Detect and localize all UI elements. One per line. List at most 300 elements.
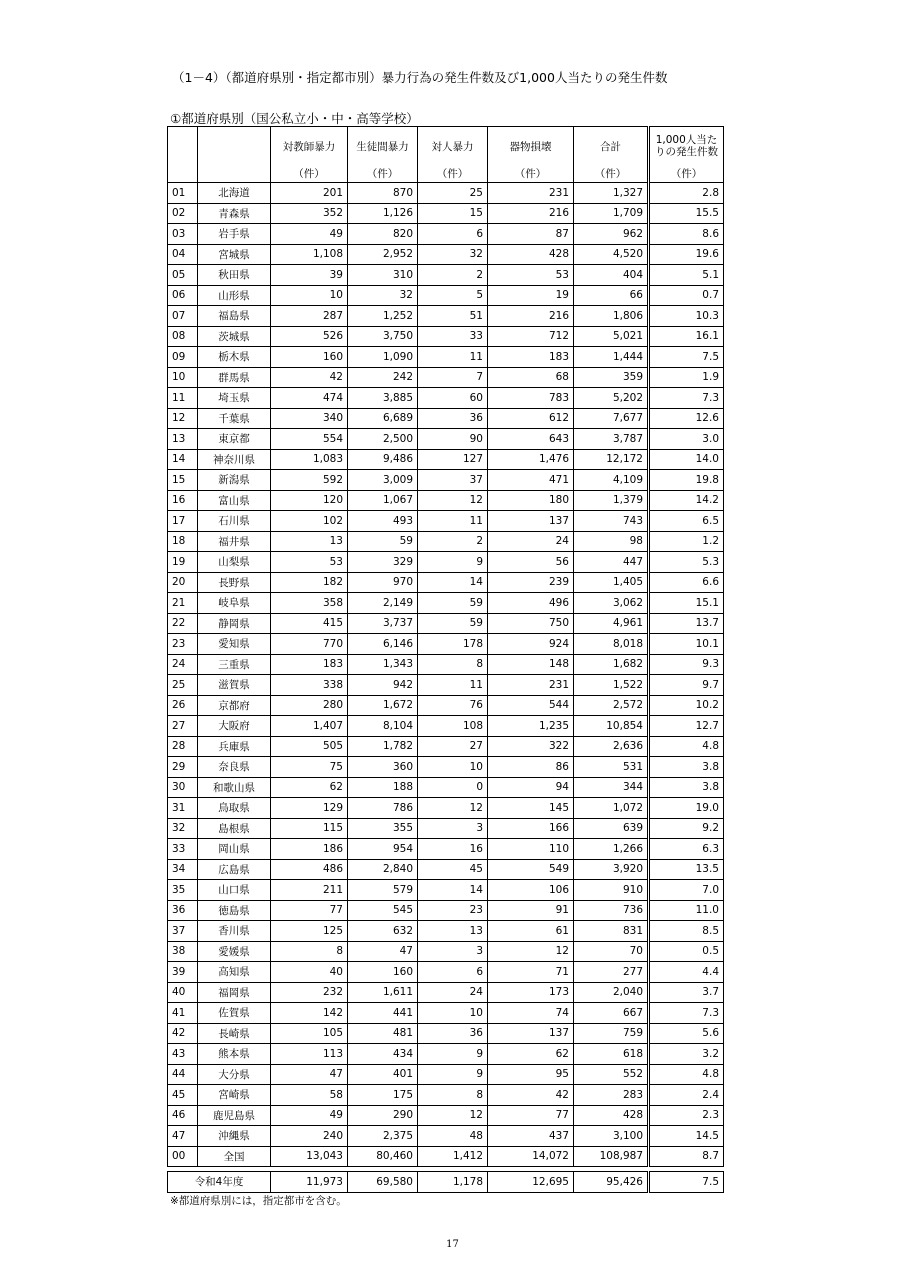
table-row [168, 490, 724, 511]
row-rate: 2.8 [649, 183, 724, 204]
row-name: 新潟県 [198, 470, 271, 491]
row-property: 166 [488, 818, 574, 839]
row-teacher: 232 [271, 982, 348, 1003]
row-property: 137 [488, 1023, 574, 1044]
row-rate: 7.5 [649, 347, 724, 368]
row-name: 静岡県 [198, 613, 271, 634]
row-rate: 7.3 [649, 388, 724, 409]
row-student: 3,885 [348, 388, 418, 409]
row-student: 1,067 [348, 490, 418, 511]
row-property: 94 [488, 777, 574, 798]
row-code: 29 [168, 757, 198, 778]
row-name: 青森県 [198, 203, 271, 224]
row-property: 145 [488, 798, 574, 819]
row-name: 千葉県 [198, 408, 271, 429]
row-student: 2,149 [348, 593, 418, 614]
row-person: 8 [418, 654, 488, 675]
row-rate: 6.3 [649, 839, 724, 860]
row-total: 618 [574, 1044, 649, 1065]
row-code: 34 [168, 859, 198, 880]
row-person: 0 [418, 777, 488, 798]
row-person: 1,412 [418, 1146, 488, 1167]
row-teacher: 58 [271, 1085, 348, 1106]
row-property: 19 [488, 285, 574, 306]
row-student: 6,146 [348, 634, 418, 655]
row-property: 86 [488, 757, 574, 778]
row-total: 4,961 [574, 613, 649, 634]
row-property: 924 [488, 634, 574, 655]
table-row [168, 798, 724, 819]
table-row [168, 572, 724, 593]
row-teacher: 340 [271, 408, 348, 429]
row-code: 07 [168, 306, 198, 327]
row-property: 14,072 [488, 1146, 574, 1167]
row-rate: 13.7 [649, 613, 724, 634]
row-name: 栃木県 [198, 347, 271, 368]
row-person: 45 [418, 859, 488, 880]
row-code: 35 [168, 880, 198, 901]
row-name: 鳥取県 [198, 798, 271, 819]
row-teacher: 183 [271, 654, 348, 675]
row-code: 21 [168, 593, 198, 614]
row-code: 28 [168, 736, 198, 757]
previous-year-row [168, 1172, 724, 1193]
row-code: 09 [168, 347, 198, 368]
row-student: 2,952 [348, 244, 418, 265]
table-row [168, 203, 724, 224]
row-teacher: 113 [271, 1044, 348, 1065]
row-teacher: 338 [271, 675, 348, 696]
header-person: 対人暴力 [418, 127, 488, 166]
row-teacher: 486 [271, 859, 348, 880]
row-person: 108 [418, 716, 488, 737]
table-row [168, 552, 724, 573]
row-total: 2,572 [574, 695, 649, 716]
row-code: 15 [168, 470, 198, 491]
row-teacher: 62 [271, 777, 348, 798]
row-total: 743 [574, 511, 649, 532]
row-student: 2,840 [348, 859, 418, 880]
row-teacher: 182 [271, 572, 348, 593]
row-property: 56 [488, 552, 574, 573]
row-total: 552 [574, 1064, 649, 1085]
row-student: 8,104 [348, 716, 418, 737]
table-row [168, 408, 724, 429]
header-student: 生徒間暴力 [348, 127, 418, 166]
table-row [168, 1105, 724, 1126]
row-teacher: 592 [271, 470, 348, 491]
row-name: 群馬県 [198, 367, 271, 388]
row-name: 秋田県 [198, 265, 271, 286]
table-row [168, 962, 724, 983]
prev-rate: 7.5 [649, 1172, 724, 1193]
row-code: 03 [168, 224, 198, 245]
row-name: 福岡県 [198, 982, 271, 1003]
row-person: 11 [418, 675, 488, 696]
row-teacher: 125 [271, 921, 348, 942]
row-student: 9,486 [348, 449, 418, 470]
table-row [168, 695, 724, 716]
row-teacher: 505 [271, 736, 348, 757]
row-person: 6 [418, 962, 488, 983]
row-person: 36 [418, 1023, 488, 1044]
row-total: 1,522 [574, 675, 649, 696]
row-person: 9 [418, 1044, 488, 1065]
row-person: 59 [418, 593, 488, 614]
row-rate: 1.2 [649, 531, 724, 552]
row-code: 18 [168, 531, 198, 552]
row-name: 長野県 [198, 572, 271, 593]
row-code: 30 [168, 777, 198, 798]
row-teacher: 770 [271, 634, 348, 655]
row-name: 大阪府 [198, 716, 271, 737]
table-row [168, 716, 724, 737]
row-total: 667 [574, 1003, 649, 1024]
row-total: 1,379 [574, 490, 649, 511]
row-name: 宮崎県 [198, 1085, 271, 1106]
header-total: 合計 [574, 127, 649, 166]
row-rate: 6.5 [649, 511, 724, 532]
row-code: 38 [168, 941, 198, 962]
row-rate: 12.6 [649, 408, 724, 429]
row-total: 3,100 [574, 1126, 649, 1147]
row-person: 24 [418, 982, 488, 1003]
row-code: 36 [168, 900, 198, 921]
row-property: 68 [488, 367, 574, 388]
row-student: 1,090 [348, 347, 418, 368]
row-total: 759 [574, 1023, 649, 1044]
header-row [168, 127, 724, 166]
row-name: 島根県 [198, 818, 271, 839]
table-row [168, 326, 724, 347]
row-name: 福井県 [198, 531, 271, 552]
row-rate: 9.7 [649, 675, 724, 696]
row-code: 12 [168, 408, 198, 429]
row-name: 大分県 [198, 1064, 271, 1085]
row-teacher: 8 [271, 941, 348, 962]
row-rate: 15.1 [649, 593, 724, 614]
row-teacher: 474 [271, 388, 348, 409]
row-rate: 4.8 [649, 1064, 724, 1085]
row-total: 4,520 [574, 244, 649, 265]
row-name: 愛知県 [198, 634, 271, 655]
row-person: 16 [418, 839, 488, 860]
row-rate: 8.7 [649, 1146, 724, 1167]
row-property: 137 [488, 511, 574, 532]
row-teacher: 211 [271, 880, 348, 901]
row-rate: 3.2 [649, 1044, 724, 1065]
row-teacher: 39 [271, 265, 348, 286]
row-teacher: 77 [271, 900, 348, 921]
row-teacher: 49 [271, 224, 348, 245]
row-name: 山梨県 [198, 552, 271, 573]
row-total: 283 [574, 1085, 649, 1106]
row-rate: 5.3 [649, 552, 724, 573]
row-code: 26 [168, 695, 198, 716]
row-property: 750 [488, 613, 574, 634]
row-rate: 12.7 [649, 716, 724, 737]
row-name: 三重県 [198, 654, 271, 675]
row-total: 1,405 [574, 572, 649, 593]
row-code: 32 [168, 818, 198, 839]
row-total: 1,327 [574, 183, 649, 204]
row-total: 108,987 [574, 1146, 649, 1167]
row-total: 1,444 [574, 347, 649, 368]
row-property: 216 [488, 306, 574, 327]
row-name: 滋賀県 [198, 675, 271, 696]
row-name: 広島県 [198, 859, 271, 880]
row-code: 43 [168, 1044, 198, 1065]
row-code: 13 [168, 429, 198, 450]
row-total: 344 [574, 777, 649, 798]
row-person: 3 [418, 818, 488, 839]
row-student: 1,126 [348, 203, 418, 224]
row-code: 27 [168, 716, 198, 737]
row-code: 01 [168, 183, 198, 204]
row-code: 14 [168, 449, 198, 470]
row-property: 231 [488, 183, 574, 204]
row-teacher: 115 [271, 818, 348, 839]
row-rate: 14.2 [649, 490, 724, 511]
row-student: 942 [348, 675, 418, 696]
row-name: 徳島県 [198, 900, 271, 921]
row-property: 62 [488, 1044, 574, 1065]
row-student: 870 [348, 183, 418, 204]
row-property: 53 [488, 265, 574, 286]
row-property: 1,235 [488, 716, 574, 737]
row-name: 岐阜県 [198, 593, 271, 614]
table-row [168, 224, 724, 245]
row-teacher: 40 [271, 962, 348, 983]
row-student: 434 [348, 1044, 418, 1065]
row-property: 95 [488, 1064, 574, 1085]
row-total: 3,920 [574, 859, 649, 880]
row-name: 香川県 [198, 921, 271, 942]
row-name: 全国 [198, 1146, 271, 1167]
row-code: 45 [168, 1085, 198, 1106]
row-total: 5,202 [574, 388, 649, 409]
row-code: 41 [168, 1003, 198, 1024]
row-person: 60 [418, 388, 488, 409]
row-teacher: 120 [271, 490, 348, 511]
row-property: 42 [488, 1085, 574, 1106]
row-name: 和歌山県 [198, 777, 271, 798]
row-rate: 19.6 [649, 244, 724, 265]
table-row [168, 265, 724, 286]
row-person: 32 [418, 244, 488, 265]
table-row [168, 982, 724, 1003]
row-property: 173 [488, 982, 574, 1003]
table-row [168, 285, 724, 306]
row-rate: 19.0 [649, 798, 724, 819]
table-row [168, 613, 724, 634]
table-row [168, 777, 724, 798]
row-teacher: 1,083 [271, 449, 348, 470]
table-row [168, 1044, 724, 1065]
row-property: 12 [488, 941, 574, 962]
table-row [168, 900, 724, 921]
row-student: 1,782 [348, 736, 418, 757]
row-rate: 4.8 [649, 736, 724, 757]
row-student: 360 [348, 757, 418, 778]
prev-student: 69,580 [348, 1172, 418, 1193]
row-name: 鹿児島県 [198, 1105, 271, 1126]
footnote: ※都道府県別には，指定都市を含む。 [170, 1195, 347, 1207]
row-person: 15 [418, 203, 488, 224]
row-teacher: 1,407 [271, 716, 348, 737]
table-row [168, 1003, 724, 1024]
header-blank-name [198, 127, 271, 183]
row-total: 910 [574, 880, 649, 901]
row-total: 447 [574, 552, 649, 573]
violence-table [167, 126, 724, 1193]
table-row [168, 1146, 724, 1167]
row-person: 27 [418, 736, 488, 757]
row-student: 32 [348, 285, 418, 306]
row-rate: 3.8 [649, 777, 724, 798]
row-total: 2,040 [574, 982, 649, 1003]
row-property: 183 [488, 347, 574, 368]
table-row [168, 449, 724, 470]
row-teacher: 280 [271, 695, 348, 716]
row-name: 岩手県 [198, 224, 271, 245]
page-number: 17 [446, 1239, 459, 1250]
row-name: 愛媛県 [198, 941, 271, 962]
prev-person: 1,178 [418, 1172, 488, 1193]
row-property: 783 [488, 388, 574, 409]
table-row [168, 941, 724, 962]
unit-cell: （件） [418, 165, 488, 183]
row-code: 33 [168, 839, 198, 860]
row-rate: 3.8 [649, 757, 724, 778]
row-total: 1,709 [574, 203, 649, 224]
row-property: 428 [488, 244, 574, 265]
row-rate: 10.3 [649, 306, 724, 327]
row-total: 66 [574, 285, 649, 306]
row-rate: 1.9 [649, 367, 724, 388]
row-person: 14 [418, 572, 488, 593]
row-teacher: 102 [271, 511, 348, 532]
row-person: 6 [418, 224, 488, 245]
header-teacher: 対教師暴力 [271, 127, 348, 166]
row-code: 31 [168, 798, 198, 819]
row-name: 奈良県 [198, 757, 271, 778]
row-rate: 3.7 [649, 982, 724, 1003]
row-person: 9 [418, 552, 488, 573]
row-person: 2 [418, 265, 488, 286]
table-row [168, 921, 724, 942]
row-code: 08 [168, 326, 198, 347]
table-row [168, 634, 724, 655]
row-total: 428 [574, 1105, 649, 1126]
row-student: 632 [348, 921, 418, 942]
row-total: 12,172 [574, 449, 649, 470]
row-total: 277 [574, 962, 649, 983]
row-property: 77 [488, 1105, 574, 1126]
row-student: 579 [348, 880, 418, 901]
row-total: 736 [574, 900, 649, 921]
table-row [168, 593, 724, 614]
row-property: 643 [488, 429, 574, 450]
row-teacher: 129 [271, 798, 348, 819]
row-student: 355 [348, 818, 418, 839]
page-title: （1－4）（都道府県別・指定都市別）暴力行為の発生件数及び1,000人当たりの発生件数 [172, 70, 668, 85]
row-code: 11 [168, 388, 198, 409]
row-rate: 15.5 [649, 203, 724, 224]
row-rate: 8.6 [649, 224, 724, 245]
table-row [168, 1085, 724, 1106]
row-student: 954 [348, 839, 418, 860]
row-total: 3,062 [574, 593, 649, 614]
row-name: 茨城県 [198, 326, 271, 347]
row-teacher: 186 [271, 839, 348, 860]
row-property: 180 [488, 490, 574, 511]
row-person: 2 [418, 531, 488, 552]
row-person: 11 [418, 511, 488, 532]
row-person: 127 [418, 449, 488, 470]
row-rate: 7.3 [649, 1003, 724, 1024]
row-student: 441 [348, 1003, 418, 1024]
row-code: 17 [168, 511, 198, 532]
table-row [168, 880, 724, 901]
row-name: 石川県 [198, 511, 271, 532]
row-teacher: 53 [271, 552, 348, 573]
table-row [168, 306, 724, 327]
table-row [168, 675, 724, 696]
table-row [168, 654, 724, 675]
row-total: 1,072 [574, 798, 649, 819]
row-student: 2,375 [348, 1126, 418, 1147]
table-row [168, 736, 724, 757]
table-row [168, 757, 724, 778]
row-property: 110 [488, 839, 574, 860]
row-total: 7,677 [574, 408, 649, 429]
row-property: 91 [488, 900, 574, 921]
unit-cell: （件） [649, 165, 724, 183]
row-student: 160 [348, 962, 418, 983]
row-code: 19 [168, 552, 198, 573]
table-row [168, 1023, 724, 1044]
row-property: 496 [488, 593, 574, 614]
table-row [168, 470, 724, 491]
row-total: 98 [574, 531, 649, 552]
row-rate: 8.5 [649, 921, 724, 942]
row-total: 831 [574, 921, 649, 942]
row-name: 神奈川県 [198, 449, 271, 470]
table-row [168, 429, 724, 450]
row-total: 5,021 [574, 326, 649, 347]
row-name: 山口県 [198, 880, 271, 901]
row-student: 290 [348, 1105, 418, 1126]
row-name: 兵庫県 [198, 736, 271, 757]
row-teacher: 75 [271, 757, 348, 778]
row-person: 11 [418, 347, 488, 368]
row-teacher: 287 [271, 306, 348, 327]
row-teacher: 10 [271, 285, 348, 306]
row-property: 231 [488, 675, 574, 696]
row-property: 24 [488, 531, 574, 552]
header-blank-code [168, 127, 198, 183]
table-row [168, 839, 724, 860]
row-total: 359 [574, 367, 649, 388]
row-rate: 0.5 [649, 941, 724, 962]
row-code: 02 [168, 203, 198, 224]
row-student: 3,009 [348, 470, 418, 491]
row-name: 熊本県 [198, 1044, 271, 1065]
row-code: 04 [168, 244, 198, 265]
row-rate: 14.5 [649, 1126, 724, 1147]
table-row [168, 244, 724, 265]
